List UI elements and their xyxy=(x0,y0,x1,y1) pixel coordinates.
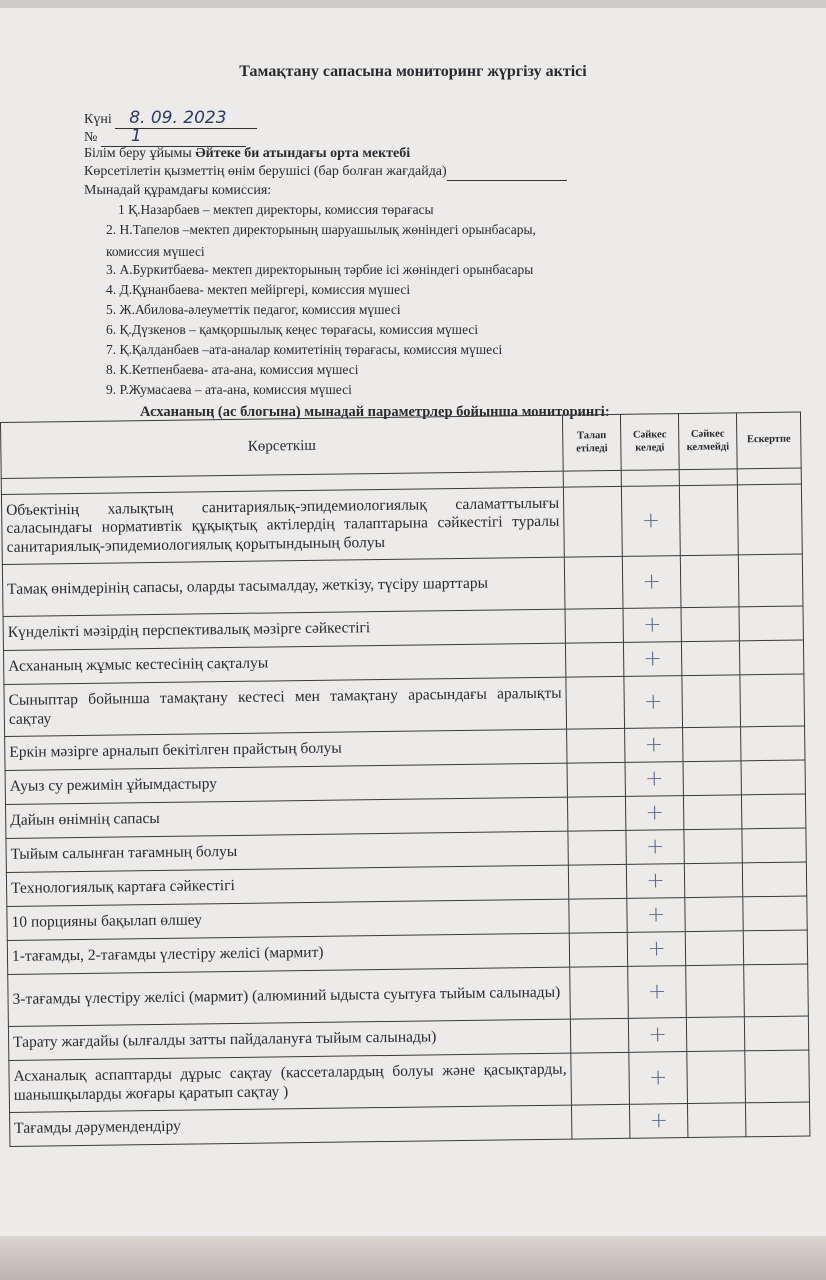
header-compliant: Сәйкес келеді xyxy=(620,414,679,471)
member-line: 8. К.Кетпенбаева- ата-ана, комиссия мүшесі xyxy=(106,362,359,377)
indicator-cell: Тарату жағдайы (ылғалды затты пайдалануға тыйым салынады) xyxy=(8,1019,570,1060)
noncompliant-cell xyxy=(685,931,743,966)
header-note: Ескертпе xyxy=(736,412,801,469)
document-sheet xyxy=(0,8,826,1258)
noncompliant-cell xyxy=(684,863,742,898)
supplier-line xyxy=(84,164,567,181)
compliant-mark: + xyxy=(622,556,681,609)
indicator-cell: 1-тағамды, 2-тағамды үлестіру желісі (мармит) xyxy=(7,933,569,974)
note-cell xyxy=(741,760,805,795)
spacer-cell xyxy=(621,470,679,487)
indicator-cell: Ауыз су режимін ұйымдастыру xyxy=(5,763,567,804)
noncompliant-cell xyxy=(681,607,739,642)
table-header-row xyxy=(1,412,802,478)
compliant-mark: + xyxy=(627,932,685,967)
institution-label: Білім беру ұйымы xyxy=(84,146,192,161)
member-line: 6. Қ.Дүзкенов – қамқоршылық кеңес төрағасы, комиссия мүшесі xyxy=(106,322,479,337)
spacer-cell xyxy=(563,470,621,487)
member-line: 3. А.Буркитбаева- мектеп директорының тәрбие ісі жөніндегі орынбасары xyxy=(106,262,534,277)
compliant-mark: + xyxy=(628,1018,686,1053)
indicator-cell: Еркін мәзірге арналып бекітілген прайстың болуы xyxy=(5,729,567,770)
indicator-cell: Объектінің халықтың санитариялық-эпидемиологиялық саламаттылығы саласындағы нормативтік құқықтық актілердің талаптарына сәйкестігі туралы санитариялық-эпидемиологиялық қорытындының болуы xyxy=(1,487,564,564)
indicator-cell: Асханалық аспаптарды дұрыс сақтау (кассеталардың болуы және қасықтарды, шанышқыларды жоғары қаратып сақтау ) xyxy=(9,1053,572,1112)
monitoring-table xyxy=(0,412,810,1147)
member-line: 1 Қ.Назарбаев – мектеп директоры, комиссия төрағасы xyxy=(118,202,434,217)
background-surface xyxy=(0,1236,826,1280)
required-cell xyxy=(565,608,623,643)
indicator-cell: Тыйым салынған тағамның болуы xyxy=(6,831,568,872)
indicator-cell: Тағамды дәрумендендіру xyxy=(10,1105,572,1146)
compliant-mark: + xyxy=(623,642,681,677)
member-line: 4. Д.Құнанбаева- мектеп мейіргері, комиссия мүшесі xyxy=(106,282,411,297)
document-title: Тамақтану сапасына мониторинг жүргізу актісі xyxy=(239,63,587,80)
note-cell xyxy=(740,674,805,727)
institution-name: Әйтеке би атындағы орта мектебі xyxy=(195,146,411,161)
note-cell xyxy=(743,896,807,931)
required-cell xyxy=(567,762,625,797)
indicator-cell: Күнделікті мәзірдің перспективалық мәзірге сәйкестігі xyxy=(3,609,565,650)
table-body xyxy=(1,484,809,1146)
note-cell xyxy=(742,862,806,897)
noncompliant-cell xyxy=(685,897,743,932)
member-line: 7. Қ.Қалданбаев –ата-аналар комитетінің төрағасы, комиссия мүшесі xyxy=(106,342,503,357)
noncompliant-cell xyxy=(683,761,741,796)
noncompliant-cell xyxy=(687,1051,746,1104)
note-cell xyxy=(745,1102,809,1137)
note-cell xyxy=(743,930,807,965)
noncompliant-cell xyxy=(684,829,742,864)
noncompliant-cell xyxy=(686,965,745,1018)
required-cell xyxy=(571,1104,629,1139)
number-value: 1 xyxy=(101,126,246,147)
note-cell xyxy=(741,794,805,829)
required-cell xyxy=(568,864,626,899)
supplier-blank xyxy=(447,164,567,181)
spacer-cell xyxy=(737,468,801,485)
date-value: 8. 09. 2023 xyxy=(115,108,257,129)
noncompliant-cell xyxy=(683,727,741,762)
note-cell xyxy=(745,1050,810,1103)
compliant-mark: + xyxy=(626,830,684,865)
spacer-cell xyxy=(679,469,737,486)
compliant-mark: + xyxy=(629,1104,687,1139)
indicator-cell: Дайын өнімнің сапасы xyxy=(6,797,568,838)
compliant-mark: + xyxy=(626,864,684,899)
required-cell xyxy=(571,1052,630,1105)
compliant-mark: + xyxy=(623,608,681,643)
required-cell xyxy=(570,966,629,1019)
note-cell xyxy=(744,1016,808,1051)
note-cell xyxy=(741,726,805,761)
note-cell xyxy=(744,964,809,1017)
required-cell xyxy=(568,830,626,865)
date-label: Күні xyxy=(84,112,112,127)
indicator-cell: 3-тағамды үлестіру желісі (мармит) (алюминий ыдыста суытуға тыйым салынады) xyxy=(8,967,571,1026)
table-row xyxy=(1,484,802,564)
indicator-cell: Асхананың жұмыс кестесінің сақталуы xyxy=(3,643,565,684)
noncompliant-cell xyxy=(683,795,741,830)
noncompliant-cell xyxy=(686,1017,744,1052)
required-cell xyxy=(564,556,623,609)
required-cell xyxy=(570,1018,628,1053)
noncompliant-cell xyxy=(682,675,741,728)
note-cell xyxy=(739,640,803,675)
required-cell xyxy=(565,642,623,677)
commission-intro: Мынадай құрамдағы комиссия: xyxy=(84,183,272,198)
noncompliant-cell xyxy=(681,641,739,676)
member-line: 9. Р.Жумасаева – ата-ана, комиссия мүшесі xyxy=(106,382,352,397)
header-noncompliant: Сәйкес келмейді xyxy=(678,413,737,470)
number-label: № xyxy=(84,130,98,145)
required-cell xyxy=(566,676,625,729)
compliant-mark: + xyxy=(629,1052,688,1105)
institution-line xyxy=(84,146,410,162)
required-cell xyxy=(567,796,625,831)
note-cell xyxy=(737,484,802,555)
number-line xyxy=(84,126,246,147)
note-cell xyxy=(742,828,806,863)
compliant-mark: + xyxy=(627,898,685,933)
note-cell xyxy=(739,606,803,641)
note-cell xyxy=(738,554,803,607)
compliant-mark: + xyxy=(628,966,687,1019)
compliant-mark: + xyxy=(625,796,683,831)
member-line: комиссия мүшесі xyxy=(106,244,205,259)
required-cell xyxy=(567,728,625,763)
required-cell xyxy=(569,932,627,967)
supplier-label: Көрсетілетін қызметтің өнім берушісі (бар болған жағдайда) xyxy=(84,164,447,179)
noncompliant-cell xyxy=(680,555,739,608)
member-line: 5. Ж.Абилова-әлеуметтік педагог, комиссия мүшесі xyxy=(106,302,401,317)
indicator-cell: Технологиялық картаға сәйкестігі xyxy=(6,865,568,906)
compliant-mark: + xyxy=(625,762,683,797)
member-line: 2. Н.Тапелов –мектеп директорының шаруашылық жөніндегі орынбасары, xyxy=(106,222,536,237)
compliant-mark: + xyxy=(624,676,683,729)
table-caption: Асхананың (ас блогына) мынадай параметрлер бойынша мониторингі: xyxy=(140,404,610,420)
header-indicator: Көрсеткіш xyxy=(1,415,564,478)
required-cell xyxy=(563,486,622,557)
compliant-mark: + xyxy=(621,486,680,557)
required-cell xyxy=(569,898,627,933)
compliant-mark: + xyxy=(625,728,683,763)
indicator-cell: Сыныптар бойынша тамақтану кестесі мен тамақтану арасындағы аралықты сақтау xyxy=(4,677,567,736)
noncompliant-cell xyxy=(679,485,738,556)
header-required: Талап етіледі xyxy=(562,414,621,471)
indicator-cell: Тамақ өнімдерінің сапасы, оларды тасымалдау, жеткізу, түсіру шарттары xyxy=(2,557,565,616)
indicator-cell: 10 порцияны бақылап өлшеу xyxy=(7,899,569,940)
noncompliant-cell xyxy=(687,1103,745,1138)
